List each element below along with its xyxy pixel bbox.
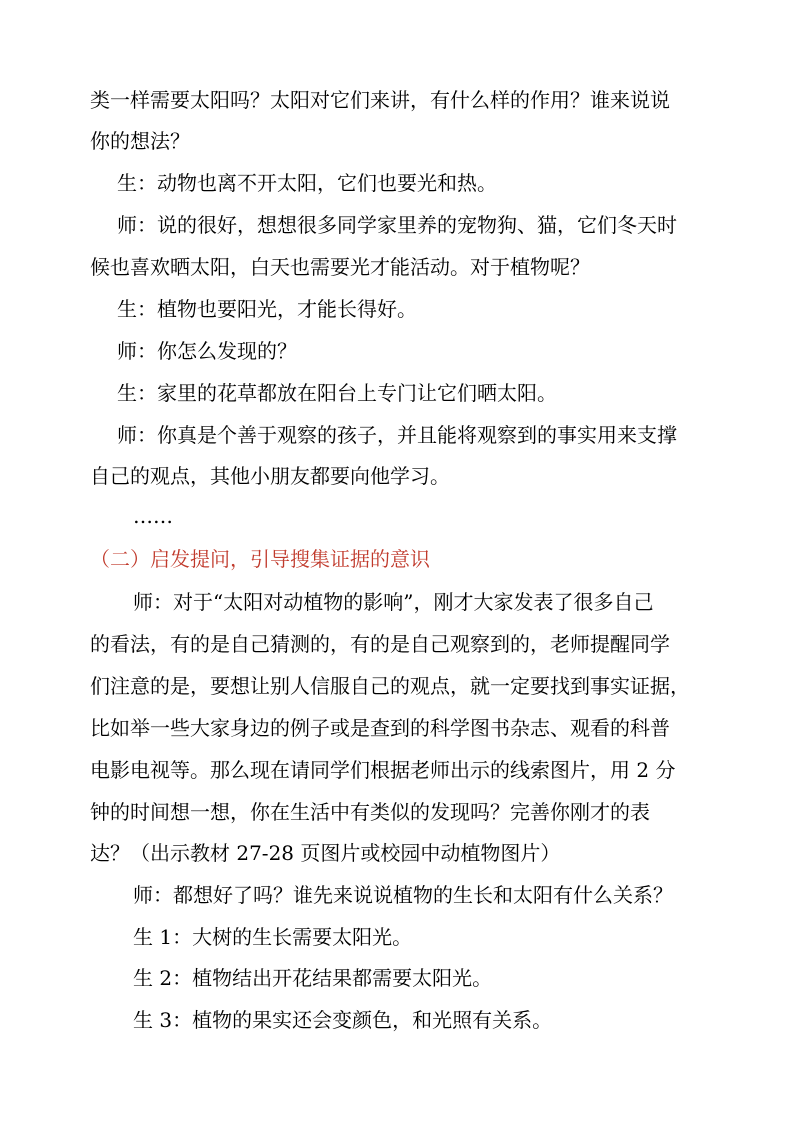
dialogue-line: 生 2：植物结出开花结果都需要太阳光。 — [133, 966, 493, 990]
paragraph-line: 你的想法？ — [90, 129, 190, 153]
dialogue-line: 生：植物也要阳光，才能长得好。 — [117, 297, 417, 321]
dialogue-line: 生：家里的花草都放在阳台上专门让它们晒太阳。 — [117, 381, 557, 405]
paragraph-line: 候也喜欢晒太阳，白天也需要光才能活动。对于植物呢？ — [90, 255, 590, 279]
paragraph-line: 类一样需要太阳吗？太阳对它们来讲，有什么样的作用？谁来说说 — [90, 88, 670, 112]
dialogue-line: 生 1：大树的生长需要太阳光。 — [133, 925, 413, 949]
paragraph-line: 电影电视等。那么现在请同学们根据老师出示的线索图片，用 2 分 — [90, 758, 676, 782]
dialogue-line: 师：你真是个善于观察的孩子，并且能将观察到的事实用来支撑 — [117, 423, 677, 447]
paragraph-line: 的看法，有的是自己猜测的，有的是自己观察到的，老师提醒同学 — [90, 632, 670, 656]
paragraph-line: 自己的观点，其他小朋友都要向他学习。 — [90, 464, 450, 488]
dialogue-line: 师：都想好了吗？谁先来说说植物的生长和太阳有什么关系？ — [133, 883, 673, 907]
ellipsis: …… — [133, 504, 173, 528]
paragraph-line: 们注意的是，要想让别人信服自己的观点，就一定要找到事实证据， — [90, 674, 690, 698]
paragraph-line: 达？（出示教材 27-28 页图片或校园中动植物图片） — [90, 841, 561, 865]
paragraph-line: 比如举一些大家身边的例子或是查到的科学图书杂志、观看的科普 — [90, 716, 670, 740]
dialogue-line: 师：你怎么发现的？ — [117, 339, 297, 363]
section-heading: （二）启发提问，引导搜集证据的意识 — [90, 547, 430, 571]
dialogue-line: 生：动物也离不开太阳，它们也要光和热。 — [117, 171, 497, 195]
dialogue-line: 师：说的很好，想想很多同学家里养的宠物狗、猫，它们冬天时 — [117, 213, 677, 237]
dialogue-line: 生 3：植物的果实还会变颜色，和光照有关系。 — [133, 1008, 553, 1032]
dialogue-line: 师：对于“太阳对动植物的影响”，刚才大家发表了很多自己 — [133, 590, 654, 614]
paragraph-line: 钟的时间想一想，你在生活中有类似的发现吗？完善你刚才的表 — [90, 800, 650, 824]
